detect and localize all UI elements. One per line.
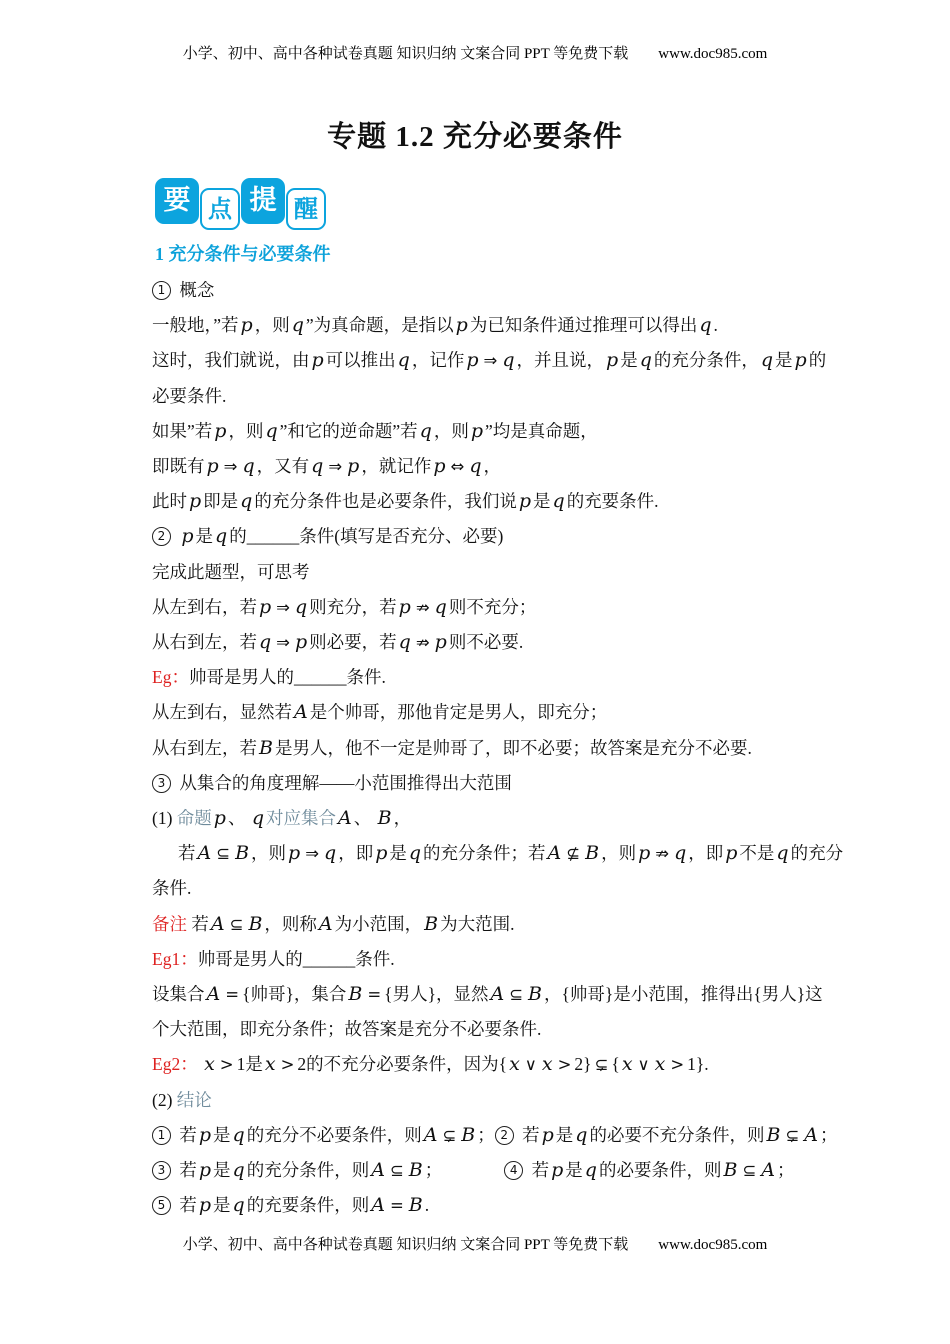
text-run: 若 bbox=[175, 1160, 197, 1181]
text-run: 则不充分； bbox=[448, 596, 537, 617]
math-variable: p bbox=[181, 525, 194, 548]
keypoints-badge bbox=[155, 178, 327, 238]
text-run: 的充要条件. bbox=[566, 491, 659, 512]
circled-number: 4 bbox=[504, 1161, 523, 1180]
text-run: 2} bbox=[574, 1054, 592, 1075]
math-symbol: > bbox=[219, 1055, 234, 1075]
math-symbol: ⇔ bbox=[450, 457, 465, 477]
text-run: 是 bbox=[213, 1195, 231, 1216]
math-variable: B bbox=[461, 1123, 476, 1146]
text-run: 若 bbox=[517, 1124, 540, 1145]
math-variable: B bbox=[348, 983, 363, 1006]
math-variable: q bbox=[502, 349, 515, 372]
text-run: 条件. bbox=[152, 878, 192, 899]
math-variable: x bbox=[264, 1053, 276, 1076]
text-run: 的充分 bbox=[790, 843, 844, 864]
text-line bbox=[152, 871, 942, 906]
math-symbol: ∨ bbox=[637, 1055, 650, 1075]
math-variable: B bbox=[408, 1159, 423, 1182]
text-run: 为已知条件通过推理可以得出 bbox=[469, 315, 698, 336]
math-variable: x bbox=[654, 1053, 666, 1076]
text-run: 条件. bbox=[355, 948, 395, 969]
text-run: 是男人，他不一定是帅哥了，即不必要；故答案是充分不必要. bbox=[274, 737, 752, 758]
math-symbol: = bbox=[225, 985, 240, 1005]
math-variable: B bbox=[723, 1159, 738, 1182]
math-variable: p bbox=[398, 595, 411, 618]
text-run: 是 bbox=[213, 1160, 231, 1181]
text-run: ， bbox=[483, 456, 502, 477]
text-run: ， bbox=[393, 808, 412, 829]
text-line bbox=[152, 379, 942, 414]
blank-field: ______ bbox=[293, 667, 347, 688]
text-run: ，并且说， bbox=[516, 350, 605, 371]
math-variable: q bbox=[397, 349, 410, 372]
math-variable: A bbox=[206, 983, 221, 1006]
text-run: 此时 bbox=[152, 491, 187, 512]
math-variable: x bbox=[541, 1053, 553, 1076]
math-variable: q bbox=[398, 631, 411, 654]
math-variable: q bbox=[259, 631, 272, 654]
text-line bbox=[152, 308, 942, 343]
math-variable: p bbox=[189, 490, 202, 513]
text-run: (2) bbox=[152, 1089, 177, 1110]
math-variable: p bbox=[347, 455, 360, 478]
text-run: 帅哥是男人的 bbox=[197, 948, 303, 969]
math-symbol: ⊆ bbox=[389, 1161, 404, 1181]
document-body bbox=[152, 273, 942, 1223]
math-symbol: ⊊ bbox=[594, 1055, 609, 1075]
math-symbol: ⊆ bbox=[229, 914, 244, 934]
text-line bbox=[152, 766, 942, 801]
math-variable: x bbox=[509, 1053, 520, 1076]
text-line bbox=[152, 942, 942, 977]
math-variable: p bbox=[551, 1159, 564, 1182]
text-run: ”和它的逆命题”若 bbox=[279, 420, 418, 441]
text-run: 一般地，”若 bbox=[152, 315, 239, 336]
circled-number: 1 bbox=[152, 1126, 171, 1145]
header-text: 小学、初中、高中各种试卷真题 知识归纳 文案合同 PPT 等免费下载 bbox=[182, 46, 629, 62]
math-variable: q bbox=[291, 314, 304, 337]
keyword: 结论 bbox=[176, 1089, 212, 1110]
text-run: 则必要，若 bbox=[309, 632, 397, 653]
math-variable: A bbox=[197, 842, 212, 865]
page-header bbox=[0, 42, 950, 63]
circled-number: 3 bbox=[152, 1161, 171, 1180]
circled-number: 1 bbox=[152, 281, 171, 300]
text-line bbox=[152, 1188, 942, 1223]
math-variable: A bbox=[338, 807, 352, 830]
text-run: . bbox=[424, 1195, 430, 1216]
math-variable: B bbox=[377, 807, 392, 830]
math-variable: p bbox=[541, 1123, 554, 1146]
math-symbol: ⊊ bbox=[442, 1125, 457, 1145]
math-variable: q bbox=[584, 1159, 597, 1182]
math-variable: q bbox=[552, 490, 565, 513]
text-line bbox=[152, 414, 942, 449]
text-line bbox=[152, 343, 942, 378]
math-symbol: ∨ bbox=[524, 1055, 537, 1075]
text-run: 完成此题型，可思考 bbox=[152, 561, 310, 582]
math-variable: p bbox=[206, 455, 219, 478]
text-run: 的 bbox=[808, 350, 827, 371]
text-line bbox=[152, 731, 942, 766]
text-run: ，则 bbox=[254, 315, 290, 336]
text-run: 若 bbox=[178, 843, 196, 864]
text-run: 帅哥是男人的 bbox=[188, 667, 294, 688]
text-run: ，则称 bbox=[264, 913, 317, 934]
text-run: {帅哥}，集合 bbox=[242, 984, 347, 1005]
math-symbol: ⇏ bbox=[415, 633, 430, 653]
text-line bbox=[152, 1118, 942, 1153]
text-run: {男人}，显然 bbox=[384, 984, 489, 1005]
text-run: (1) bbox=[152, 808, 177, 829]
text-line bbox=[152, 519, 942, 554]
math-variable: p bbox=[470, 419, 484, 442]
text-run: 如果”若 bbox=[152, 420, 213, 441]
text-run: ，则 bbox=[228, 420, 264, 441]
math-variable: q bbox=[295, 595, 308, 618]
math-variable: B bbox=[528, 983, 543, 1006]
text-run: 条件. bbox=[346, 667, 386, 688]
math-symbol: ⇒ bbox=[276, 597, 290, 617]
math-variable: p bbox=[434, 631, 447, 654]
math-variable: A bbox=[371, 1194, 385, 1217]
text-line bbox=[152, 555, 942, 590]
text-run: ，即 bbox=[688, 843, 724, 864]
text-run: 的充分条件， bbox=[653, 350, 759, 371]
math-variable: q bbox=[240, 490, 253, 513]
circled-number: 3 bbox=[152, 774, 171, 793]
math-symbol: ⊈ bbox=[566, 844, 581, 864]
text-run: 个大范围，即充分条件；故答案是充分不必要条件. bbox=[152, 1019, 542, 1040]
badge-tile: 醒 bbox=[286, 188, 326, 230]
badge-tile: 要 bbox=[155, 178, 199, 224]
text-run: ，则 bbox=[601, 843, 637, 864]
math-variable: p bbox=[725, 842, 738, 865]
text-run: ，记作 bbox=[411, 350, 465, 371]
page-footer bbox=[0, 1233, 950, 1254]
math-variable: q bbox=[776, 842, 789, 865]
text-run: 的充分不必要条件，则 bbox=[246, 1124, 422, 1145]
math-variable: B bbox=[424, 912, 439, 935]
text-run: 是 bbox=[533, 491, 551, 512]
text-run: 不是 bbox=[739, 843, 775, 864]
math-variable: p bbox=[240, 314, 253, 337]
text-run: 若 bbox=[175, 1195, 197, 1216]
math-symbol: ⇒ bbox=[276, 633, 290, 653]
text-run: 这时，我们就说，由 bbox=[152, 350, 310, 371]
keyword: 命题 bbox=[176, 808, 212, 829]
text-run: 的必要条件，则 bbox=[598, 1160, 722, 1181]
text-run: 从左到右，若 bbox=[152, 596, 257, 617]
math-variable: q bbox=[639, 349, 652, 372]
math-variable: q bbox=[232, 1123, 245, 1146]
text-run: 即是 bbox=[203, 491, 239, 512]
text-run: 的充分条件也是必要条件，我们说 bbox=[254, 491, 517, 512]
text-line bbox=[152, 801, 942, 836]
math-variable: p bbox=[606, 349, 619, 372]
text-run: ； bbox=[820, 1124, 838, 1145]
math-variable: q bbox=[699, 314, 712, 337]
text-run: 1}. bbox=[687, 1054, 709, 1075]
math-variable: p bbox=[288, 842, 301, 865]
text-line bbox=[152, 660, 942, 695]
math-variable: p bbox=[198, 1159, 212, 1182]
text-line bbox=[152, 836, 942, 871]
math-symbol: ⊆ bbox=[742, 1161, 757, 1181]
math-symbol: = bbox=[389, 1196, 404, 1216]
math-symbol: > bbox=[280, 1055, 295, 1075]
text-run: 是 bbox=[620, 350, 638, 371]
math-variable: A bbox=[547, 842, 562, 865]
text-run: 的 bbox=[229, 526, 247, 547]
text-run: 则充分，若 bbox=[309, 596, 397, 617]
text-run: 为大范围. bbox=[440, 913, 515, 934]
text-run: ，即 bbox=[338, 843, 374, 864]
math-variable: p bbox=[466, 349, 479, 372]
math-variable: B bbox=[259, 736, 273, 759]
math-variable: A bbox=[804, 1123, 818, 1146]
text-run: 必要条件. bbox=[152, 385, 227, 406]
text-line bbox=[152, 1012, 942, 1047]
text-run: 从右到左，若 bbox=[152, 632, 257, 653]
text-line bbox=[152, 449, 942, 484]
math-variable: q bbox=[760, 349, 774, 372]
math-variable: p bbox=[295, 631, 308, 654]
math-symbol: = bbox=[367, 985, 382, 1005]
math-variable: p bbox=[259, 595, 272, 618]
text-run: ，{帅哥}是小范围，推得出{男人}这 bbox=[544, 984, 823, 1005]
text-run: 则不必要. bbox=[448, 632, 524, 653]
math-variable: B bbox=[248, 912, 263, 935]
math-variable: q bbox=[242, 455, 255, 478]
page-title: 专题 1.2 充分必要条件 bbox=[327, 121, 623, 153]
math-variable: p bbox=[198, 1194, 212, 1217]
text-line bbox=[152, 907, 942, 942]
text-run: 的充分条件；若 bbox=[423, 843, 546, 864]
text-run: 设集合 bbox=[152, 984, 205, 1005]
math-symbol: ⊆ bbox=[216, 844, 231, 864]
math-variable: p bbox=[213, 807, 226, 830]
math-variable: q bbox=[232, 1159, 245, 1182]
math-variable: p bbox=[433, 455, 446, 478]
text-run: 是 bbox=[775, 350, 793, 371]
label: 备注 bbox=[152, 913, 192, 934]
text-run: ，则 bbox=[251, 843, 287, 864]
circled-number: 2 bbox=[495, 1126, 514, 1145]
text-run: 1是 bbox=[236, 1054, 263, 1075]
math-symbol: ⇒ bbox=[305, 844, 320, 864]
math-variable: p bbox=[311, 349, 324, 372]
math-variable: q bbox=[419, 419, 432, 442]
text-line bbox=[152, 1083, 942, 1118]
text-run: 从左到右，显然若 bbox=[152, 702, 292, 723]
math-variable: x bbox=[204, 1053, 215, 1076]
math-variable: A bbox=[761, 1159, 775, 1182]
footer-url: www.doc985.com bbox=[658, 1237, 768, 1253]
math-variable: q bbox=[408, 842, 422, 865]
badge-tile: 提 bbox=[241, 178, 285, 224]
math-variable: q bbox=[575, 1123, 588, 1146]
text-run: 即既有 bbox=[152, 456, 205, 477]
text-run: ，就记作 bbox=[361, 456, 432, 477]
text-run: ； bbox=[424, 1160, 443, 1181]
section-heading: 1 充分条件与必要条件 bbox=[155, 244, 331, 264]
text-line bbox=[152, 625, 942, 660]
blank-field: ______ bbox=[302, 948, 356, 969]
math-symbol: ⇒ bbox=[223, 457, 238, 477]
text-run: 若 bbox=[527, 1160, 550, 1181]
math-variable: p bbox=[198, 1123, 212, 1146]
text-run: 是 bbox=[565, 1160, 583, 1181]
math-variable: q bbox=[265, 419, 278, 442]
text-run: 若 bbox=[191, 913, 209, 934]
text-run: 概念 bbox=[175, 280, 215, 300]
text-run: 是 bbox=[195, 526, 214, 547]
text-run: { bbox=[611, 1054, 620, 1075]
math-variable: q bbox=[251, 807, 264, 830]
math-symbol: > bbox=[670, 1055, 685, 1075]
text-line bbox=[152, 273, 942, 308]
math-variable: q bbox=[674, 842, 687, 865]
math-variable: p bbox=[375, 842, 388, 865]
text-run: ，则 bbox=[433, 420, 469, 441]
text-run: 是 bbox=[555, 1124, 574, 1145]
text-run: ”为真命题，是指以 bbox=[305, 315, 454, 336]
math-variable: B bbox=[408, 1194, 423, 1217]
text-run: 的充要条件，则 bbox=[246, 1195, 370, 1216]
text-run: ，又有 bbox=[256, 456, 310, 477]
text-run: 是 bbox=[213, 1124, 231, 1145]
text-run: 是个帅哥，那他肯定是男人，即充分； bbox=[309, 702, 608, 723]
math-symbol: ⇒ bbox=[328, 457, 343, 477]
math-variable: B bbox=[235, 842, 250, 865]
text-line bbox=[152, 977, 942, 1012]
text-line bbox=[152, 695, 942, 730]
text-run: 、 bbox=[353, 808, 376, 829]
math-variable: q bbox=[311, 455, 324, 478]
badge-tile: 点 bbox=[200, 188, 240, 230]
text-run: ”均是真命题， bbox=[485, 420, 598, 441]
text-run: 条件(填写是否充分、必要) bbox=[299, 526, 504, 547]
text-run: . bbox=[713, 315, 718, 336]
math-variable: q bbox=[434, 595, 447, 618]
text-run: 若 bbox=[175, 1124, 197, 1145]
text-line bbox=[152, 484, 942, 519]
text-line bbox=[152, 1047, 942, 1082]
math-variable: B bbox=[585, 842, 600, 865]
text-run: ； bbox=[777, 1160, 795, 1181]
math-variable: A bbox=[423, 1123, 438, 1146]
math-variable: A bbox=[294, 701, 308, 724]
footer-text: 小学、初中、高中各种试卷真题 知识归纳 文案合同 PPT 等免费下载 bbox=[182, 1237, 629, 1253]
math-variable: q bbox=[232, 1194, 245, 1217]
text-run: 、 bbox=[227, 808, 250, 829]
math-variable: A bbox=[318, 912, 333, 935]
circled-number: 2 bbox=[152, 527, 171, 546]
math-variable: q bbox=[215, 525, 228, 548]
circled-number: 5 bbox=[152, 1196, 171, 1215]
math-variable: B bbox=[766, 1123, 781, 1146]
math-variable: A bbox=[490, 983, 505, 1006]
text-run: 从集合的角度理解——小范围推得出大范围 bbox=[175, 772, 512, 793]
label: Eg2： bbox=[152, 1054, 198, 1075]
math-variable: q bbox=[324, 842, 337, 865]
text-run: ； bbox=[477, 1124, 495, 1145]
text-run: 的充分条件，则 bbox=[246, 1160, 370, 1181]
header-url: www.doc985.com bbox=[658, 46, 768, 62]
text-run: 从右到左，若 bbox=[152, 737, 257, 758]
label: Eg： bbox=[152, 667, 189, 688]
math-symbol: > bbox=[557, 1055, 572, 1075]
math-symbol: ⇏ bbox=[655, 844, 670, 864]
blank-field: ______ bbox=[246, 526, 300, 547]
math-symbol: ⊊ bbox=[785, 1125, 800, 1145]
text-line bbox=[152, 1153, 942, 1188]
text-run: 是 bbox=[389, 843, 407, 864]
math-symbol: ⊆ bbox=[509, 985, 524, 1005]
text-line bbox=[152, 590, 942, 625]
label: Eg1： bbox=[152, 948, 198, 969]
text-run: 2的不充分必要条件，因为{ bbox=[297, 1054, 508, 1075]
math-symbol: ⇏ bbox=[415, 597, 430, 617]
keyword: 对应集合 bbox=[266, 808, 336, 829]
text-run: 可以推出 bbox=[325, 350, 396, 371]
math-variable: p bbox=[214, 419, 227, 442]
math-variable: A bbox=[371, 1159, 385, 1182]
math-symbol: ⇒ bbox=[483, 351, 498, 371]
math-variable: p bbox=[794, 349, 807, 372]
math-variable: p bbox=[455, 314, 468, 337]
math-variable: p bbox=[638, 842, 651, 865]
math-variable: p bbox=[518, 490, 532, 513]
math-variable: q bbox=[469, 455, 482, 478]
text-run: 为小范围， bbox=[334, 913, 423, 934]
math-variable: x bbox=[621, 1053, 633, 1076]
math-variable: A bbox=[210, 912, 225, 935]
text-run: 的必要不充分条件，则 bbox=[589, 1124, 765, 1145]
